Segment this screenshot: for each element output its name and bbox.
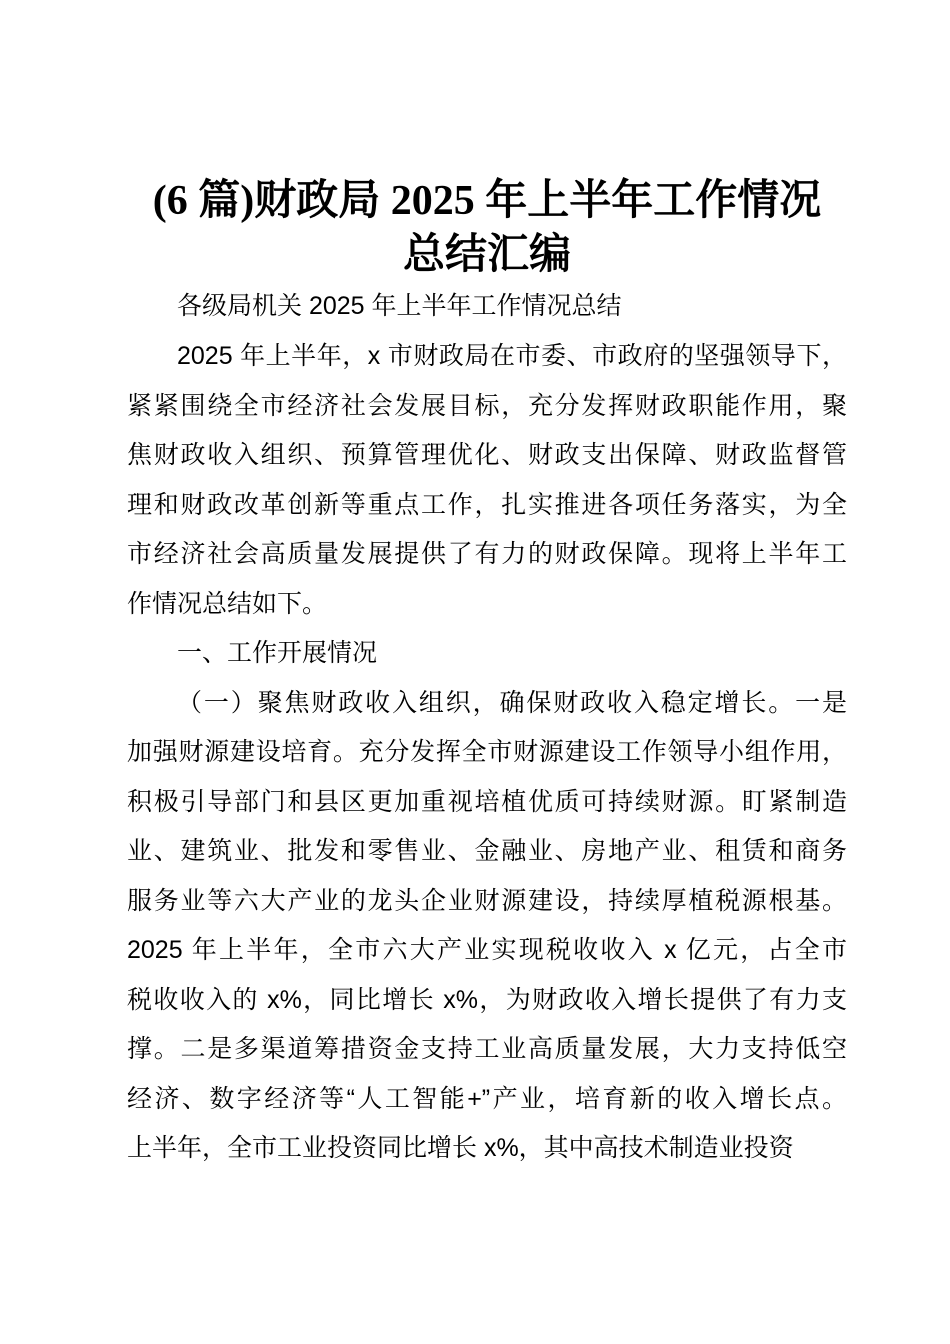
text-line: 2025 年上半年，x 市财政局在市委、市政府的坚强领导下，	[177, 342, 847, 370]
document-content	[127, 0, 847, 1174]
heading-section-1: 一、工作开展情况	[177, 639, 378, 667]
text-line: 上半年，全市工业投资同比增长 x%，其中高技术制造业投资	[127, 1134, 794, 1162]
text-line: 积极引导部门和县区更加重视培植优质可持续财源。盯紧制造	[127, 787, 847, 816]
text-line: 作情况总结如下。	[127, 589, 328, 618]
text-line: 市经济社会高质量发展提供了有力的财政保障。现将上半年工	[127, 540, 847, 568]
paragraph-intro	[127, 332, 847, 629]
paragraph-section-1	[127, 679, 847, 1174]
text-line: 理和财政改革创新等重点工作，扎实推进各项任务落实，为全	[127, 490, 847, 519]
document-title	[127, 0, 847, 282]
text-line: 服务业等六大产业的龙头企业财源建设，持续厚植税源根基。	[127, 886, 847, 915]
text-line: 撑。二是多渠道筹措资金支持工业高质量发展，大力支持低空	[127, 1035, 847, 1063]
text-line: 经济、数字经济等“人工智能+”产业，培育新的收入增长点。	[127, 1084, 847, 1113]
document-subtitle: 各级局机关 2025 年上半年工作情况总结	[177, 292, 622, 320]
text-line: 业、建筑业、批发和零售业、金融业、房地产业、租赁和商务	[127, 837, 847, 865]
text-line: 焦财政收入组织、预算管理优化、财政支出保障、财政监督管	[127, 441, 847, 469]
document-title-line-1: (6 篇)财政局 2025 年上半年工作情况	[152, 178, 822, 224]
text-line: （一）聚焦财政收入组织，确保财政收入稳定增长。一是	[177, 688, 847, 717]
text-line: 税收收入的 x%，同比增长 x%，为财政收入增长提供了有力支	[127, 985, 847, 1014]
text-line: 加强财源建设培育。充分发挥全市财源建设工作领导小组作用，	[127, 738, 847, 766]
text-line: 2025 年上半年，全市六大产业实现税收收入 x 亿元，占全市	[127, 936, 847, 964]
text-line: 紧紧围绕全市经济社会发展目标，充分发挥财政职能作用，聚	[127, 391, 847, 420]
document-title-line-2: 总结汇编	[402, 232, 571, 278]
